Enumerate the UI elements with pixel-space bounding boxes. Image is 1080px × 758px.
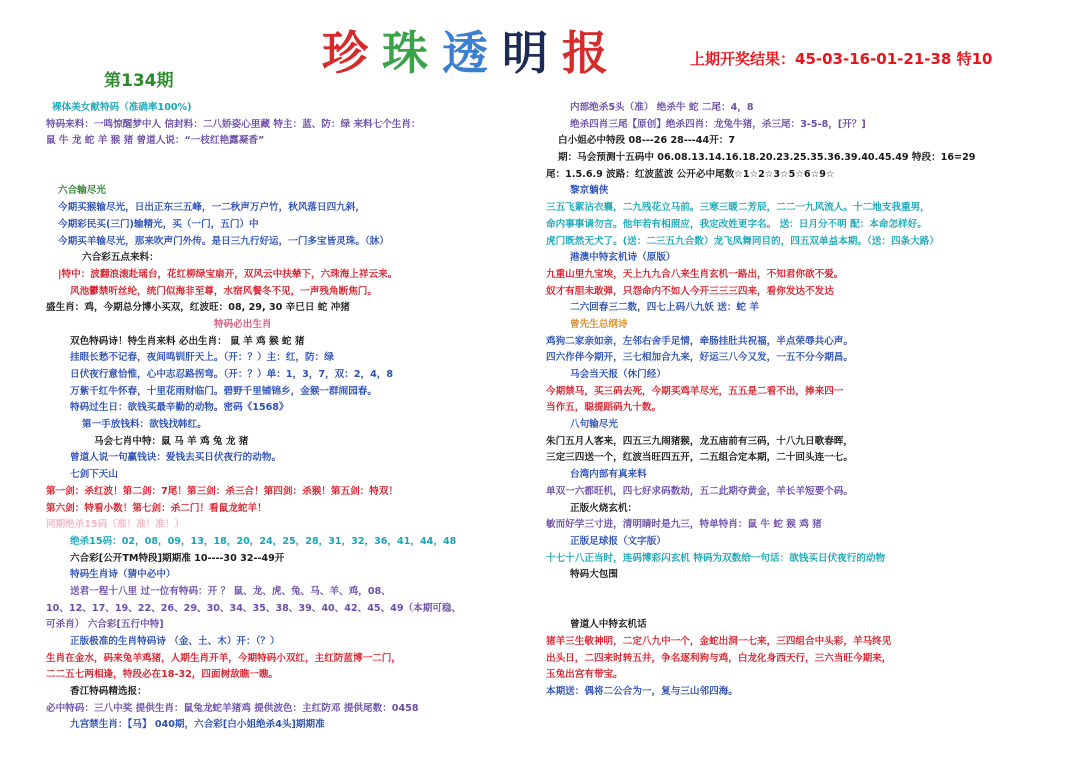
text-line: 裸体美女献特码（准确率100%) bbox=[52, 102, 192, 113]
text-line: 第六剑：特看小数！第七剑：杀二门！看鼠龙蛇羊！ bbox=[46, 502, 267, 514]
title-char: 珍 bbox=[322, 26, 368, 80]
text-line: 三定三四送一个，红波当旺四五开，二五组合定本期，二十回头连一七。 bbox=[546, 452, 853, 464]
text-line: 八句输尽光 bbox=[570, 419, 618, 431]
text-line: 黎京躺侠 bbox=[570, 185, 609, 197]
title-char: 透 bbox=[442, 26, 488, 80]
text-line: 第一手放钱料：欲钱找韩红。 bbox=[82, 419, 207, 431]
text-line: 马会七肖中特：鼠 马 羊 鸡 兔 龙 猪 bbox=[94, 435, 249, 447]
text-line: 今期彩民买(三门)输精光，买（一门，五门）中 bbox=[58, 218, 259, 230]
text-line: 正版极准的生肖特码诗 （金、土、木）开：（？） bbox=[70, 636, 280, 647]
text-line: 特码来料：一鸣惊醒梦中人 信封料：二八娇姿心里藏 特主：蓝、防：绿 来料七个生肖： bbox=[46, 118, 421, 130]
text-line: 十七十八正当时，连码博彩闪玄机 特码为双数给一句话：欲钱买日伏夜行的动物 bbox=[546, 552, 886, 564]
text-line: 鸡狗二家亲如亲，左邻右舍手足情，牵肠挂肚共祝福，半点荣辱共心声。 bbox=[546, 335, 853, 347]
text-line: 双色特码诗！特生肖来料 必出生肖： 鼠 羊 鸡 猴 蛇 猪 bbox=[70, 335, 305, 347]
text-line bbox=[546, 601, 986, 618]
text-line: 奴才有胆未敢弹，只怨命内不如人今开三三三四来，看你发达不发达 bbox=[546, 285, 834, 297]
text-line: 香江特码精选报： bbox=[70, 686, 147, 698]
text-line: 特码必出生肖 bbox=[214, 318, 272, 330]
issue-number: 第134期 bbox=[104, 71, 174, 91]
text-line: 马会当天报（休门经） bbox=[570, 369, 666, 380]
text-line: 送君一程十八里 过一位有特码：开 ？ 鼠、龙、虎、兔、马、羊、鸡，08、 bbox=[70, 585, 391, 597]
text-line: 四六作伴今期开，三七相加合九来，好运三八今又发，一五不分今期昌。 bbox=[546, 352, 853, 364]
text-line: 绝杀15码：02，08，09，13，18，20，24，25，28，31，32，36，41，44，48 bbox=[70, 535, 457, 547]
text-line: 同期绝杀15码（准！准！准！） bbox=[46, 519, 185, 531]
text-line: 万紫千红牛怀春，十里花雨财临门。碧野千里铺锦乡，金猴一群闹园春。 bbox=[70, 385, 377, 397]
text-line: 二六回春三二数，四七上码八九妖 送：蛇 羊 bbox=[570, 302, 759, 314]
text-line: 台湾内部有真来料 bbox=[570, 469, 647, 481]
text-line: 二二五七两相逢，特段必在18-32，四面树敌瞧一瞧。 bbox=[46, 669, 279, 681]
text-line: 猪羊三生敬神明，二定八九中一个，金蛇出洞一七来，三四组合中头彩，羊马终见 bbox=[546, 636, 892, 647]
text-line: 特码过生日：欲钱买最辛勤的动物。密码《1568》 bbox=[70, 402, 289, 414]
text-line bbox=[546, 584, 986, 601]
text-line: 九重山里九宝埃，天上九九合八来生肖玄机一路出，不知君你欲不爱。 bbox=[546, 268, 844, 280]
text-line: 虎门既然无犬了。(送：二三五九合数）龙飞凤舞同目的，四五双单益本期。（送：四条大路） bbox=[546, 235, 939, 247]
text-line: 特码生肖诗（猜中必中） bbox=[70, 569, 176, 581]
text-line: 挂眼长愁不记春，夜间鸣钏肝天上。（开：？）主：红，防：绿 bbox=[70, 352, 334, 364]
text-line: 今期禁马，买三码去死，今期买鸡羊尽光，五五是二看不出，捧来四一 bbox=[546, 385, 844, 397]
text-line: |特中：波翻浪滚赴瑶台，花红柳绿宝扇开，双风云中扶辇下，六珠海上祥云来。 bbox=[58, 268, 398, 280]
text-line: 生肖在金水，码来兔羊鸡猪，人期生肖开羊，今期特码小双红，主红防蓝博一二门， bbox=[46, 652, 401, 664]
text-line: 10、12、17、19、22、26、29、30、34、35、38、39、40、42、45、49（本期可稳、 bbox=[46, 602, 462, 614]
text-line: 日伏夜行意恰惟，心中志忍路拐弯。（开：？）单：1，3，7，双：2，4，8 bbox=[70, 369, 394, 380]
text-line: 三五飞絮沾衣襄，二九残花立马前。三寒三暖二芳辰，二二一九风流人。十二地支我重男， bbox=[546, 202, 930, 214]
text-line: 六合输尽光 bbox=[58, 185, 106, 197]
text-line: 朱门五月人客来，四五三九闹猪猴，龙五庙前有三码，十八九日歌春晖， bbox=[546, 435, 853, 447]
text-line: 本期送：偶将二公合为一，复与三山邻四海。 bbox=[546, 686, 738, 698]
text-line: 尾：1.5.6.9 波路：红波蓝波 公开必中尾数☆1☆2☆3☆5☆6☆9☆ bbox=[546, 168, 835, 180]
text-line bbox=[46, 150, 486, 167]
text-line: 六合彩[公开TM特段]期期准 10----30 32--49开 bbox=[70, 552, 285, 564]
last-result: 上期开奖结果：45-03-16-01-21-38 特10 bbox=[690, 50, 993, 68]
text-line: 风池鬱禁听丝纶，统门似海非至尊，水宿风餐冬不见，一声残角断焦门。 bbox=[70, 285, 377, 297]
text-line bbox=[46, 167, 486, 184]
text-line: 港澳中特玄机诗（原版） bbox=[570, 252, 676, 264]
newspaper-title bbox=[322, 26, 608, 80]
text-line: 今期买猴输尽光，日出正东三五峰，一二秋声万户竹，秋风落日四九斜， bbox=[58, 202, 365, 214]
left-column bbox=[46, 100, 486, 734]
title-char: 明 bbox=[502, 26, 548, 80]
text-line: 七剑下天山 bbox=[70, 469, 118, 481]
text-line: 单双一六都旺机，四七好求码数劫，五二此期夺黄金，羊长羊短要个码。 bbox=[546, 485, 853, 497]
text-line: 白小姐必中特段 08---26 28---44开：7 bbox=[558, 135, 735, 147]
text-line: 敏而好学三寸进，清明睛时是九三，特单特肖：鼠 牛 蛇 猴 鸡 猪 bbox=[546, 519, 822, 531]
text-line: 曾先生总纲诗 bbox=[570, 318, 628, 330]
text-line: 正版足球报（文字版） bbox=[570, 535, 666, 547]
text-line: 命内事事请勿言。他年若有相照应，我定改姓更字名。 送：日月分不明 配：本命怎样好。 bbox=[546, 218, 927, 230]
text-line: 当作五，聪提蹈码九十数。 bbox=[546, 402, 662, 414]
text-line: 出头日，二四来时转五井，争名逐利狗与鸡，白龙化身西天行，三六当旺今期来， bbox=[546, 652, 892, 664]
text-line: 绝杀四肖三尾【原创】绝杀四肖：龙兔牛猪，杀三尾：3-5-8，[开？] bbox=[570, 118, 866, 130]
text-line: 期：马会预测十五码中 06.08.13.14.16.18.20.23.25.35.36.39.40.45.49 特段：16=29 bbox=[558, 152, 976, 164]
text-line: 九宫禁生肖：【马】 040期，六合彩[白小姐绝杀4头]期期准 bbox=[70, 719, 325, 731]
title-char: 报 bbox=[562, 26, 608, 80]
right-column bbox=[546, 100, 986, 701]
text-line: 曾道人说一句赢钱诀：爱钱去买日伏夜行的动物。 bbox=[70, 452, 282, 464]
text-line: 曾道人中特玄机话 bbox=[570, 619, 647, 631]
text-line: 正版火烧玄机： bbox=[570, 502, 638, 514]
text-line: 必中特码：三八中奖 提供生肖：鼠兔龙蛇羊猪鸡 提供波色：主红防邓 提供尾数：0458 bbox=[46, 702, 419, 714]
text-line: 今期买羊输尽光，那来吹声门外传。是日三九行好运，一门多宝皆灵珠。（牀） bbox=[58, 235, 389, 247]
text-line: 可杀肖） 六合彩[五行中特] bbox=[46, 619, 164, 631]
text-line: 第一剑：杀红波！第二剑：7尾！第三剑：杀三合！第四剑：杀猴！第五剑：特双！ bbox=[46, 485, 399, 497]
text-line: 玉兔出宫有带宝。 bbox=[546, 669, 623, 681]
text-line: 盛生肖：鸡，今期总分博小买双，红波旺：08, 29, 30 辛巳日 蛇 冲猪 bbox=[46, 302, 350, 314]
text-line: 六合彩五点来料： bbox=[82, 252, 159, 264]
text-line: 鼠 牛 龙 蛇 羊 猴 猪 曾道人说：“一枝红艳露凝香” bbox=[46, 135, 265, 147]
text-line: 内部绝杀5头（准） 绝杀牛 蛇 二尾：4，8 bbox=[570, 102, 754, 113]
text-line: 特码大包围 bbox=[570, 569, 618, 581]
title-char: 珠 bbox=[382, 26, 428, 80]
